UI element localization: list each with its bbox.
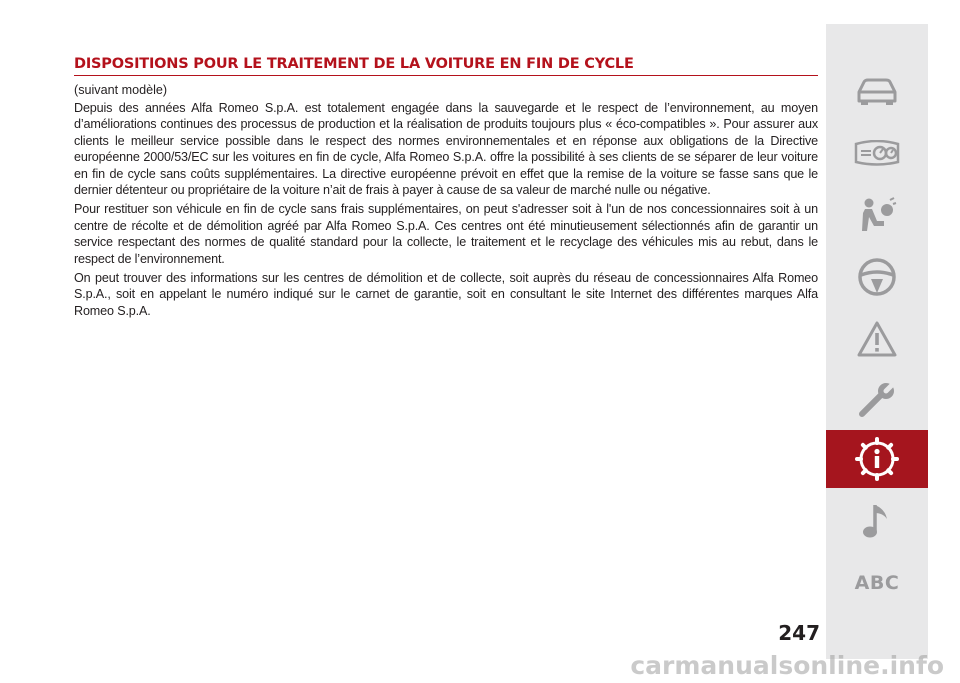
dashboard-icon: [853, 140, 901, 166]
section-subtitle: (suivant modèle): [74, 83, 168, 97]
warning-triangle-icon: [856, 320, 898, 358]
main-content: [74, 56, 818, 322]
sidebar-item-technical-data[interactable]: [826, 430, 928, 488]
steering-wheel-icon: [857, 257, 897, 297]
sidebar-item-maintenance[interactable]: [826, 372, 928, 430]
car-icon: [855, 76, 899, 106]
sidebar-item-safety[interactable]: [826, 186, 928, 244]
music-note-icon: [861, 501, 893, 541]
sidebar-item-dashboard[interactable]: [826, 124, 928, 182]
abc-icon: ABC: [854, 572, 900, 594]
sidebar-item-index[interactable]: [826, 554, 928, 612]
info-gear-icon: [855, 437, 899, 481]
section-title: DISPOSITIONS POUR LE TRAITEMENT DE LA VOITURE EN FIN DE CYCLE: [74, 56, 818, 76]
chapter-sidebar: [826, 24, 928, 659]
paragraph-1: Depuis des années Alfa Romeo S.p.A. est totalement engagée dans la sauvegarde et le respect de l’environnement, au moyen d’améliorations continues des processus de production et la réalisation de produits toujours plus « éco-compatibles ». Pour assurer aux clients le meilleur service possible dans le respect des normes environnementales et en réponse aux obligations de la Directive européenne 2000/53/EC sur les voitures en fin de cycle, Alfa Romeo S.p.A. offre la possibilité à ses clients de se séparer de leur voiture en fin de cycle sans coûts supplémentaires. La directive européenne prévoit en effet que la remise de la voiture se fasse sans que le dernier détenteur ou propriétaire de la voiture n’ait de frais à payer à cause de sa valeur de marché nulle ou négative.: [74, 101, 818, 198]
sidebar-item-car[interactable]: [826, 62, 928, 120]
page-number: 247: [778, 621, 820, 645]
sidebar-item-multimedia[interactable]: [826, 492, 928, 550]
sidebar-item-warning[interactable]: [826, 310, 928, 368]
airbag-safety-icon: [857, 197, 897, 233]
paragraph-3: On peut trouver des informations sur les centres de démolition et de collecte, soit auprès du réseau de concessionnaires Alfa Romeo S.p.A., soit en appelant le numéro indiqué sur le carnet de garantie, soit en consultant le site Internet des différentes marques Alfa Romeo S.p.A.: [74, 271, 818, 318]
wrench-icon: [857, 381, 897, 421]
sidebar-item-steering[interactable]: [826, 248, 928, 306]
watermark: carmanualsonline.info: [630, 651, 944, 680]
paragraph-2: Pour restituer son véhicule en fin de cycle sans frais supplémentaires, on peut s'adresser soit à l'un de nos concessionnaires soit à un centre de récolte et de démolition agréé par Alfa Romeo S.p.A. Ces centres ont été minutieusement sélectionnés afin de garantir un service respectant des normes de qualité standard pour la collecte, le traitement et le recyclage des véhicules mis au rebut, dans le respect de l’environnement.: [74, 202, 818, 266]
